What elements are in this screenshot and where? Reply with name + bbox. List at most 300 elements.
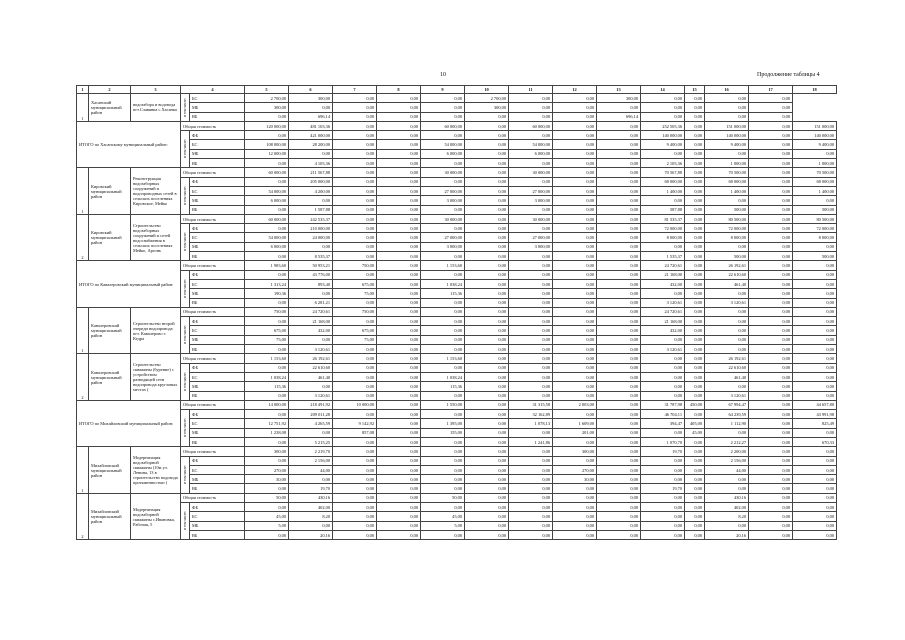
source-label: БС (190, 186, 245, 195)
value-cell: 1 078,13 (509, 419, 553, 428)
value-cell: 1 550,00 (421, 400, 465, 409)
value-cell: 27 000,00 (421, 233, 465, 242)
value-cell: 0,00 (333, 131, 377, 140)
value-cell: 30,00 (245, 475, 289, 484)
value-cell: 19,70 (641, 447, 685, 456)
value-cell: 0,00 (333, 177, 377, 186)
value-cell: 0,00 (333, 168, 377, 177)
value-cell: 432,00 (289, 326, 333, 335)
value-cell: 0,00 (641, 382, 685, 391)
value-cell: 0,00 (509, 456, 553, 465)
object-name: водозабора и водовода пгт.Славянка с.Хасанка (131, 94, 181, 122)
value-cell: 0,00 (705, 326, 749, 335)
value-cell: 0,00 (597, 131, 641, 140)
value-cell: 0,00 (509, 512, 553, 521)
value-cell: 0,00 (597, 400, 641, 409)
value-cell: 0,00 (685, 177, 705, 186)
value-cell: 0,00 (465, 298, 509, 307)
in-that-number-text: в том числе: (183, 325, 187, 345)
value-cell: 0,00 (553, 159, 597, 168)
source-label: Общая стоимость (181, 121, 245, 130)
value-cell: 0,00 (597, 270, 641, 279)
value-cell: 0,00 (793, 465, 837, 474)
value-cell: 0,00 (597, 196, 641, 205)
source-label: БС (190, 512, 245, 521)
value-cell: 3 120,61 (289, 345, 333, 354)
value-cell: 0,00 (793, 456, 837, 465)
total-label: ИТОГО по Михайловский муниципальный район: (77, 400, 181, 446)
value-cell: 0,00 (333, 530, 377, 539)
value-cell: 0,00 (749, 456, 793, 465)
column-number: 3 (131, 86, 181, 94)
value-cell: 0,00 (333, 159, 377, 168)
table-row (77, 159, 837, 168)
value-cell: 9 400,00 (641, 140, 685, 149)
value-cell: 0,00 (377, 317, 421, 326)
value-cell: 300,00 (289, 94, 333, 103)
value-cell: 0,00 (749, 354, 793, 363)
source-label: ВБ (190, 159, 245, 168)
value-cell: 0,00 (245, 112, 289, 121)
value-cell: 0,00 (597, 437, 641, 446)
table-row (77, 512, 837, 521)
table-row (77, 131, 837, 140)
value-cell: 0,00 (705, 196, 749, 205)
value-cell: 0,00 (553, 512, 597, 521)
value-cell: 0,00 (509, 428, 553, 437)
value-cell: 0,00 (597, 149, 641, 158)
value-cell: 0,00 (289, 149, 333, 158)
value-cell: 0,00 (377, 521, 421, 530)
value-cell: 0,00 (421, 112, 465, 121)
value-cell: 0,00 (421, 205, 465, 214)
source-label: Общая стоимость (181, 400, 245, 409)
value-cell: 0,00 (509, 465, 553, 474)
value-cell: 0,00 (793, 196, 837, 205)
value-cell: 0,00 (793, 493, 837, 502)
value-cell: 0,00 (333, 484, 377, 493)
value-cell: 0,00 (333, 382, 377, 391)
value-cell: 2 700,00 (245, 94, 289, 103)
value-cell: 190,36 (245, 289, 289, 298)
value-cell: 12 000,00 (245, 149, 289, 158)
table-row (77, 372, 837, 381)
value-cell: 140 000,00 (705, 131, 749, 140)
table-row (77, 354, 837, 363)
source-label: ФБ (190, 456, 245, 465)
source-label: БС (190, 94, 245, 103)
value-cell: 26 192,61 (705, 261, 749, 270)
value-cell: 0,00 (749, 298, 793, 307)
value-cell: 0,00 (553, 484, 597, 493)
column-number: 12 (553, 86, 597, 94)
value-cell: 0,00 (705, 484, 749, 493)
value-cell: 0,00 (465, 307, 509, 316)
value-cell: 8,20 (289, 512, 333, 521)
value-cell: 0,00 (749, 428, 793, 437)
column-number: 11 (509, 86, 553, 94)
value-cell: 0,00 (597, 363, 641, 372)
value-cell: 0,00 (705, 149, 749, 158)
value-cell: 0,00 (597, 252, 641, 261)
source-label: ВБ (190, 298, 245, 307)
value-cell: 0,00 (377, 121, 421, 130)
value-cell: 24 720,61 (641, 307, 685, 316)
value-cell: 0,00 (553, 437, 597, 446)
value-cell: 0,00 (793, 261, 837, 270)
value-cell: 0,00 (553, 140, 597, 149)
value-cell: 0,00 (749, 261, 793, 270)
table-row (77, 298, 837, 307)
value-cell: 0,00 (333, 233, 377, 242)
value-cell: 2 003,00 (553, 400, 597, 409)
value-cell: 0,00 (553, 530, 597, 539)
value-cell: 21 168,00 (289, 317, 333, 326)
value-cell: 0,00 (685, 298, 705, 307)
value-cell: 0,00 (509, 94, 553, 103)
table-row (77, 484, 837, 493)
value-cell: 0,00 (553, 391, 597, 400)
value-cell: 0,00 (377, 400, 421, 409)
value-cell: 0,00 (465, 270, 509, 279)
source-label: БС (190, 326, 245, 335)
value-cell: 0,00 (705, 475, 749, 484)
value-cell: 0,00 (553, 224, 597, 233)
value-cell: 270,00 (245, 465, 289, 474)
value-cell: 0,00 (597, 205, 641, 214)
value-cell: 30 000,00 (509, 168, 553, 177)
value-cell: 6 000,00 (421, 149, 465, 158)
value-cell: 0,00 (553, 372, 597, 381)
source-label: Общая стоимость (181, 168, 245, 177)
source-label: Общая стоимость (181, 447, 245, 456)
value-cell: 461,40 (289, 372, 333, 381)
value-cell: 0,00 (553, 131, 597, 140)
value-cell: 2 200,00 (705, 447, 749, 456)
value-cell: 0,00 (685, 382, 705, 391)
value-cell: 0,00 (705, 335, 749, 344)
source-label: ФБ (190, 410, 245, 419)
table-row (77, 345, 837, 354)
row-number: 1 (77, 307, 89, 353)
value-cell: 30 000,00 (509, 214, 553, 223)
value-cell: 0,00 (793, 447, 837, 456)
value-cell: 155,00 (421, 428, 465, 437)
value-cell: 1 400,00 (705, 186, 749, 195)
value-cell: 140 000,00 (641, 131, 685, 140)
value-cell: 0,00 (749, 530, 793, 539)
value-cell: 0,00 (685, 475, 705, 484)
value-cell: 0,00 (509, 270, 553, 279)
value-cell: 0,00 (421, 224, 465, 233)
value-cell: 0,00 (749, 521, 793, 530)
value-cell: 0,00 (465, 168, 509, 177)
value-cell: 0,00 (705, 112, 749, 121)
value-cell: 0,00 (685, 121, 705, 130)
value-cell: 0,00 (749, 363, 793, 372)
value-cell: 0,00 (641, 289, 685, 298)
source-label: МБ (190, 103, 245, 112)
value-cell: 9 400,00 (793, 140, 837, 149)
value-cell: 0,00 (465, 512, 509, 521)
source-label: ВБ (190, 345, 245, 354)
value-cell: 0,00 (597, 298, 641, 307)
value-cell: 0,00 (509, 530, 553, 539)
value-cell: 0,00 (641, 475, 685, 484)
value-cell: 300,00 (245, 103, 289, 112)
value-cell: 50,00 (421, 493, 465, 502)
value-cell: 300,00 (553, 447, 597, 456)
value-cell: 0,00 (597, 214, 641, 223)
table-row (77, 168, 837, 177)
value-cell: 0,00 (333, 391, 377, 400)
value-cell: 0,00 (641, 503, 685, 512)
value-cell: 0,00 (641, 465, 685, 474)
in-that-number-text: в том числе: (183, 97, 187, 117)
value-cell: 9 400,00 (705, 140, 749, 149)
value-cell: 19,70 (641, 484, 685, 493)
value-cell: 0,00 (685, 103, 705, 112)
value-cell: 0,00 (749, 149, 793, 158)
value-cell: 80 500,00 (793, 214, 837, 223)
value-cell: 0,00 (685, 186, 705, 195)
column-number: 7 (333, 86, 377, 94)
value-cell: 0,00 (749, 317, 793, 326)
value-cell: 0,00 (465, 410, 509, 419)
value-cell: 0,00 (749, 382, 793, 391)
value-cell: 0,00 (465, 530, 509, 539)
value-cell: 0,00 (245, 177, 289, 186)
value-cell: 0,00 (465, 428, 509, 437)
value-cell: 402,00 (289, 503, 333, 512)
table-row (77, 186, 837, 195)
value-cell: 60 000,00 (509, 121, 553, 130)
object-name: Модернизация водозаборной скважины с.Ивановка, Рабочая, 5 (131, 493, 181, 539)
value-cell: 893,40 (289, 279, 333, 288)
source-label: МБ (190, 149, 245, 158)
value-cell: 0,00 (377, 419, 421, 428)
value-cell: 19,70 (289, 484, 333, 493)
value-cell: 0,00 (465, 186, 509, 195)
in-that-number-text: в том числе: (183, 418, 187, 438)
value-cell: 0,00 (793, 298, 837, 307)
value-cell: 0,00 (509, 224, 553, 233)
value-cell: 300,00 (465, 103, 509, 112)
value-cell: 0,00 (421, 326, 465, 335)
source-label: ВБ (190, 530, 245, 539)
value-cell: 0,00 (465, 363, 509, 372)
value-cell: 0,00 (333, 521, 377, 530)
value-cell: 0,00 (465, 493, 509, 502)
value-cell: 0,00 (465, 503, 509, 512)
value-cell: 0,00 (333, 186, 377, 195)
table-row (77, 521, 837, 530)
object-name: Строительство водозаборных сооружений и сетей водоснабжения в сельских поселениях Мейко, Аргонь (131, 214, 181, 260)
value-cell: 0,00 (245, 345, 289, 354)
value-cell: 68 000,00 (793, 177, 837, 186)
value-cell: 115,36 (421, 289, 465, 298)
value-cell: 0,00 (597, 521, 641, 530)
value-cell: 140 000,00 (793, 131, 837, 140)
total-label: ИТОГО по Хасанскому муниципальный район: (77, 121, 181, 167)
value-cell: 0,00 (509, 112, 553, 121)
value-cell: 0,00 (793, 475, 837, 484)
value-cell: 50,00 (245, 493, 289, 502)
value-cell: 0,00 (749, 493, 793, 502)
source-label: ФБ (190, 363, 245, 372)
value-cell: 26 192,61 (705, 354, 749, 363)
source-label: ВБ (190, 205, 245, 214)
value-cell: 0,00 (597, 354, 641, 363)
value-cell: 0,00 (289, 428, 333, 437)
value-cell: 0,00 (553, 298, 597, 307)
value-cell: 0,00 (509, 261, 553, 270)
value-cell: 0,00 (421, 94, 465, 103)
value-cell: 0,00 (685, 252, 705, 261)
value-cell: 0,00 (245, 437, 289, 446)
source-label: ФБ (190, 224, 245, 233)
value-cell: 0,00 (553, 242, 597, 251)
value-cell: 0,00 (553, 456, 597, 465)
value-cell: 0,00 (597, 428, 641, 437)
value-cell: 0,00 (333, 354, 377, 363)
column-number: 4 (181, 86, 245, 94)
value-cell: 0,00 (421, 252, 465, 261)
value-cell: 6 281,21 (289, 298, 333, 307)
value-cell: 0,00 (465, 177, 509, 186)
value-cell: 0,00 (597, 372, 641, 381)
source-label: МБ (190, 475, 245, 484)
value-cell: 1 038,24 (421, 279, 465, 288)
value-cell: 0,00 (641, 428, 685, 437)
total-label: ИТОГО по Кавалеровский муниципальный район: (77, 261, 181, 307)
value-cell: 0,00 (597, 484, 641, 493)
in-that-number-label (181, 177, 190, 214)
value-cell: 209 011,28 (289, 410, 333, 419)
value-cell: 218 491,92 (289, 400, 333, 409)
value-cell: 0,00 (333, 372, 377, 381)
value-cell: 0,00 (377, 382, 421, 391)
value-cell: 0,00 (377, 140, 421, 149)
value-cell: 0,00 (377, 503, 421, 512)
value-cell: 0,00 (377, 131, 421, 140)
value-cell: 0,00 (377, 437, 421, 446)
value-cell: 0,00 (553, 363, 597, 372)
value-cell: 0,00 (377, 410, 421, 419)
row-number: 2 (77, 354, 89, 400)
value-cell: 3 000,00 (509, 196, 553, 205)
source-label: ФБ (190, 317, 245, 326)
value-cell: 0,00 (509, 335, 553, 344)
value-cell: 1 535,37 (641, 252, 685, 261)
in-that-number-label (181, 456, 190, 493)
value-cell: 0,00 (749, 465, 793, 474)
value-cell: 14 000,00 (245, 400, 289, 409)
value-cell: 0,00 (793, 521, 837, 530)
value-cell: 75,00 (333, 289, 377, 298)
value-cell: 0,00 (421, 465, 465, 474)
value-cell: 75,00 (333, 335, 377, 344)
value-cell: 0,00 (377, 177, 421, 186)
value-cell: 50 953,21 (289, 261, 333, 270)
value-cell: 26 192,61 (289, 354, 333, 363)
value-cell: 0,00 (333, 224, 377, 233)
table-row (77, 503, 837, 512)
value-cell: 4 265,59 (289, 419, 333, 428)
table-row (77, 475, 837, 484)
source-label: Общая стоимость (181, 214, 245, 223)
value-cell: 0,00 (289, 196, 333, 205)
value-cell: 421 000,00 (289, 131, 333, 140)
value-cell: 0,00 (553, 335, 597, 344)
value-cell: 9 142,92 (333, 419, 377, 428)
table-row (77, 363, 837, 372)
value-cell: 0,00 (465, 354, 509, 363)
value-cell: 6 000,00 (509, 149, 553, 158)
value-cell: 0,00 (465, 326, 509, 335)
value-cell: 0,00 (333, 205, 377, 214)
value-cell: 675,00 (333, 279, 377, 288)
value-cell: 1 153,60 (245, 354, 289, 363)
value-cell: 0,00 (377, 475, 421, 484)
value-cell: 0,00 (465, 521, 509, 530)
value-cell: 54 000,00 (245, 233, 289, 242)
value-cell: 0,00 (685, 149, 705, 158)
value-cell: 0,00 (685, 465, 705, 474)
value-cell: 696,14 (597, 112, 641, 121)
value-cell: 0,00 (377, 196, 421, 205)
value-cell: 22 610,60 (289, 363, 333, 372)
value-cell: 300,00 (597, 94, 641, 103)
value-cell: 2 219,70 (289, 447, 333, 456)
value-cell: 0,00 (421, 530, 465, 539)
value-cell: 0,00 (685, 168, 705, 177)
value-cell: 0,00 (465, 224, 509, 233)
value-cell: 0,00 (377, 465, 421, 474)
value-cell: 0,00 (749, 131, 793, 140)
value-cell: 0,00 (245, 456, 289, 465)
table-row (77, 447, 837, 456)
row-number: 1 (77, 168, 89, 214)
value-cell: 0,00 (749, 214, 793, 223)
value-cell: 0,00 (465, 419, 509, 428)
value-cell: 0,00 (289, 289, 333, 298)
value-cell: 1 400,00 (641, 186, 685, 195)
value-cell: 0,00 (465, 131, 509, 140)
in-that-number-text: в том числе: (183, 278, 187, 298)
value-cell: 0,00 (749, 437, 793, 446)
value-cell: 0,00 (597, 140, 641, 149)
column-number-row (77, 86, 837, 94)
value-cell: 70 567,88 (641, 168, 685, 177)
value-cell: 20,16 (289, 530, 333, 539)
table-row (77, 307, 837, 316)
source-label: БС (190, 233, 245, 242)
value-cell: 0,00 (597, 512, 641, 521)
value-cell: 70 500,00 (793, 168, 837, 177)
value-cell: 0,00 (793, 363, 837, 372)
value-cell: 0,00 (749, 186, 793, 195)
source-label: МБ (190, 521, 245, 530)
value-cell: 0,00 (641, 196, 685, 205)
value-cell: 30,00 (553, 475, 597, 484)
value-cell: 0,00 (749, 121, 793, 130)
value-cell: 0,00 (641, 372, 685, 381)
value-cell: 405,00 (685, 419, 705, 428)
value-cell: 21 168,00 (641, 317, 685, 326)
value-cell: 0,00 (553, 205, 597, 214)
value-cell: 0,00 (465, 242, 509, 251)
